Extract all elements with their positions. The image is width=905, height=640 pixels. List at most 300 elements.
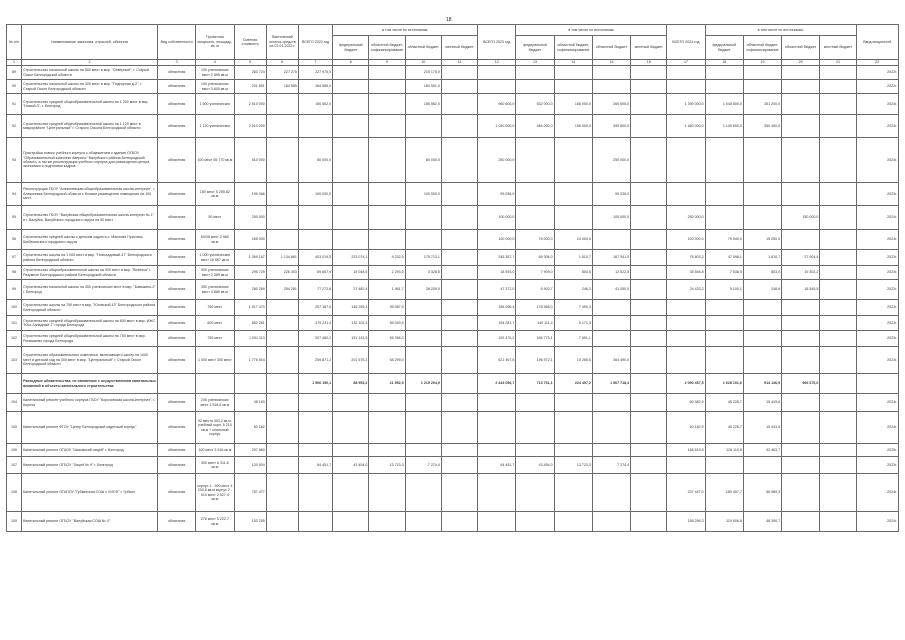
table-cell: 757 477 (234, 474, 266, 512)
col-number: 19 (743, 60, 781, 66)
table-row (7, 115, 899, 138)
table-cell: 364 490,0 (592, 347, 630, 374)
table-cell (554, 183, 592, 206)
col-number: 10 (405, 60, 441, 66)
table-cell (478, 66, 516, 80)
table-cell (592, 331, 630, 347)
table-cell (631, 94, 667, 115)
table-cell (820, 300, 856, 316)
table-cell: 149 111,4 (516, 316, 554, 331)
table-cell: областная (158, 512, 196, 532)
col-number: 7 (298, 60, 332, 66)
table-cell: 27 904,4 (782, 250, 820, 266)
table-cell: 77 272,8 (298, 280, 332, 300)
table-cell (369, 474, 405, 512)
table-cell: 1 040 000,0 (478, 115, 516, 138)
table-cell: 13 723,3 (369, 457, 405, 474)
table-cell (631, 347, 667, 374)
table-cell (405, 300, 441, 316)
table-cell (405, 394, 441, 412)
header-commission: Ввод мощностей (856, 25, 898, 60)
table-cell: 96 (7, 230, 22, 250)
table-cell: 24 433,2 (667, 280, 705, 300)
table-cell: Капитальный ремонт ОГБОУ "Валуйская СОШ № 4" (22, 512, 158, 532)
table-cell: 7 274,4 (592, 457, 630, 474)
table-cell: 280 269 (234, 280, 266, 300)
table-cell: 189 457,7 (705, 474, 743, 512)
table-cell (333, 474, 369, 512)
table-cell (333, 80, 369, 94)
header-total-2024: ВСЕГО 2024 год (667, 25, 705, 60)
table-cell (820, 347, 856, 374)
table-body (7, 66, 899, 532)
table-cell (782, 347, 820, 374)
table-row (7, 412, 899, 444)
table-cell (705, 80, 743, 94)
table-cell: 178 566,0 (516, 300, 554, 316)
table-cell: Строительство начальной школы на 350 ученических мест в мкр. "Бавыкино-2" г. Белгород (22, 280, 158, 300)
table-cell: 2 510 000 (234, 115, 266, 138)
col-number: 5 (234, 60, 266, 66)
table-cell (369, 206, 405, 230)
table-cell (705, 183, 743, 206)
table-cell: 1 628 101,6 (705, 374, 743, 394)
table-cell: 55 049,5 (369, 316, 405, 331)
table-cell (441, 457, 477, 474)
table-cell (592, 66, 630, 80)
table-cell (478, 444, 516, 457)
table-cell: 41 050,0 (592, 280, 630, 300)
table-row (7, 94, 899, 115)
table-cell (667, 66, 705, 80)
table-cell (782, 183, 820, 206)
table-cell (667, 138, 705, 183)
table-cell: 750 мест (196, 300, 234, 316)
table-cell (782, 512, 820, 532)
table-cell: 99 036,0 (592, 183, 630, 206)
table-cell: 60 382,9 (667, 394, 705, 412)
table-cell: Капитальный ремонт ОГАПОУ "Губкинская СОШ с УИОП" г. Губкин (22, 474, 158, 512)
table-cell: 150 000,0 (782, 206, 820, 230)
table-cell: 254 261 (266, 280, 298, 300)
table-cell: областная (158, 316, 196, 331)
table-cell (516, 394, 554, 412)
table-cell: Строительство средней школы с детским садом в с. Маслова Пристань Шебекинского городского округа (22, 230, 158, 250)
table-cell (298, 230, 332, 250)
table-cell (667, 331, 705, 347)
table-cell: 1 219 204,9 (405, 374, 441, 394)
table-cell: 12 022,5 (592, 266, 630, 280)
table-cell: 1 567 718,4 (592, 374, 630, 394)
table-cell (743, 138, 781, 183)
table-cell: 154 281,7 (478, 316, 516, 331)
table-cell (266, 412, 298, 444)
table-cell (441, 250, 477, 266)
col-number: 18 (705, 60, 743, 66)
table-cell: 246,3 (554, 280, 592, 300)
table-cell (631, 512, 667, 532)
table-cell (441, 394, 477, 412)
table-cell (554, 394, 592, 412)
table-cell: 2023г. (856, 250, 898, 266)
table-row (7, 250, 899, 266)
table-cell: 2023г. (856, 300, 898, 316)
table-cell: 2 443 056,7 (478, 374, 516, 394)
table-cell (333, 412, 369, 444)
header-capacity: Проектная мощность, площадь, кв. м (196, 25, 234, 60)
table-cell: 403 019,5 (298, 250, 332, 266)
table-cell (554, 444, 592, 457)
table-cell: 45 228,7 (705, 394, 743, 412)
table-cell: 101 (7, 316, 22, 331)
table-cell: 15 443,6 (743, 412, 781, 444)
table-cell: 104 (7, 394, 22, 412)
table-cell: Строительство средней общеобразовательной школы на 1 120 мест в микрорайоне "Центральный" г. Старого Оскола Белгородской области (22, 115, 158, 138)
table-cell: Строительство средней общеобразовательной школы на 750 мест в мкр. Ромашково города Белгорода (22, 331, 158, 347)
table-cell (631, 280, 667, 300)
table-row (7, 80, 899, 94)
table-cell: 201 551 (234, 80, 266, 94)
table-cell: 92 места 403,2 кв.м, учебный корп. 6 210 кв.м + спальный корпус (196, 412, 234, 444)
table-cell: 56 398,3 (369, 331, 405, 347)
table-row (7, 394, 899, 412)
table-cell (592, 444, 630, 457)
table-cell: 79 040,0 (705, 230, 743, 250)
col-number: 15 (592, 60, 630, 66)
table-cell: 156 562,0 (298, 94, 332, 115)
table-cell: 621 467,6 (478, 347, 516, 374)
table-row (7, 444, 899, 457)
table-cell (441, 347, 477, 374)
table-cell (333, 444, 369, 457)
table-cell (631, 457, 667, 474)
table-cell: корпус 1 - 900 мест 4 200,8 кв.м корпус 2 - 410 мест 2 527,4 кв.м (196, 474, 234, 512)
col-number: 6 (266, 60, 298, 66)
table-cell: Капитальный ремонт ОГАОУ "Шаховский лицей" г. Белгород (22, 444, 158, 457)
table-row (7, 230, 899, 250)
table-cell: 227 975,0 (298, 66, 332, 80)
table-cell: 150 мест 5 255,82 кв.м (196, 183, 234, 206)
table-cell: 297 860 (234, 444, 266, 457)
table-row (7, 347, 899, 374)
table-cell (782, 94, 820, 115)
table-cell: 106 (7, 444, 22, 457)
table-cell: областная (158, 300, 196, 316)
table-cell (667, 80, 705, 94)
table-cell: 2023г. (856, 457, 898, 474)
table-cell (333, 230, 369, 250)
table-row (7, 280, 899, 300)
table-cell: 1 510,7 (554, 250, 592, 266)
table-cell: областная (158, 347, 196, 374)
table-cell: 350 ученических мест 3 889 кв.м (196, 280, 234, 300)
budget-table (6, 24, 899, 532)
table-cell: 38 209,0 (405, 280, 441, 300)
table-cell: 107 (7, 457, 22, 474)
table-cell (631, 300, 667, 316)
table-row (7, 374, 899, 394)
table-cell: 250 000,0 (478, 138, 516, 183)
table-cell (298, 394, 332, 412)
header-num: № п/п (7, 25, 22, 60)
table-cell (266, 206, 298, 230)
table-cell (782, 316, 820, 331)
table-cell (743, 183, 781, 206)
table-cell (516, 444, 554, 457)
table-cell: 9 232,5 (369, 250, 405, 266)
table-cell: 246 ученических мест 1 518,5 кв.м (196, 394, 234, 412)
table-cell: Пристройка нового учебного корпуса с общежитием к зданию ОГБОУ "Образовательный комплекс Аверино" Валуйского района Белгородской области, а так же реконструкция учебного корпуса для размещения центра экономики и подготовки кадров (22, 138, 158, 183)
table-cell: 600 мест (196, 316, 234, 331)
table-cell (705, 457, 743, 474)
table-cell: 24 000,0 (554, 230, 592, 250)
table-cell (158, 374, 196, 394)
table-cell (405, 347, 441, 374)
table-cell: областная (158, 444, 196, 457)
table-cell: 100 000,0 (667, 230, 705, 250)
table-cell: Строительство школы на 1 000 мест в мкр. "Новосадовый-47" Белгородского района Белгородской области (22, 250, 158, 266)
table-cell: областная (158, 280, 196, 300)
table-cell: 60/36 мест 2 960 кв.м (196, 230, 234, 250)
table-cell (631, 331, 667, 347)
table-cell: областная (158, 266, 196, 280)
table-cell (782, 115, 820, 138)
table-cell (7, 374, 22, 394)
table-cell: 56 989,3 (743, 474, 781, 512)
table-cell (820, 394, 856, 412)
table-cell: 186 096,4 (478, 300, 516, 316)
table-cell (441, 512, 477, 532)
table-cell: областная (158, 94, 196, 115)
table-cell (820, 80, 856, 94)
table-cell: 184 585 (266, 80, 298, 94)
table-cell: 99 (7, 280, 22, 300)
table-cell: 100 000,0 (592, 206, 630, 230)
table-cell (441, 331, 477, 347)
table-cell: 300 мест 6 311,8 кв.м (196, 457, 234, 474)
header-sources-2022: в том числе по источникам: (333, 25, 478, 36)
table-cell: 2025г. (856, 444, 898, 457)
table-cell: областная (158, 457, 196, 474)
table-cell (631, 80, 667, 94)
table-cell: 2024г. (856, 394, 898, 412)
table-cell (782, 300, 820, 316)
table-cell (592, 80, 630, 94)
table-cell (743, 66, 781, 80)
table-row (7, 266, 899, 280)
table-cell (705, 347, 743, 374)
col-number: 16 (631, 60, 667, 66)
table-cell (405, 444, 441, 457)
table-cell (298, 444, 332, 457)
table-cell: Капитальный ремонт учебного корпуса ГБОУ "Корочанская школа-интернат", г. Короча (22, 394, 158, 412)
table-row (7, 206, 899, 230)
table-cell: 2024г. (856, 230, 898, 250)
table-cell: 100 (7, 300, 22, 316)
table-cell (631, 183, 667, 206)
table-cell: 2022г. (856, 66, 898, 80)
table-cell (705, 331, 743, 347)
table-cell (782, 138, 820, 183)
header-regional-cofin: областной бюджет, софинансирование (369, 36, 405, 60)
table-row (7, 331, 899, 347)
table-cell: 7 691,1 (554, 331, 592, 347)
table-cell (369, 183, 405, 206)
table-cell: 510 000 (234, 138, 266, 183)
table-cell: Строительство образовательного комплекса, включающего школу на 1000 мест и детский сад на 300 мест в мкр. "Центральный" г. Старый Оскол Белгородской области (22, 347, 158, 374)
table-cell: 484 000,0 (516, 115, 554, 138)
table-cell: 199 066 (234, 183, 266, 206)
table-cell (369, 412, 405, 444)
table-row (7, 300, 899, 316)
header-total-2023: ВСЕГО 2023 год (478, 25, 516, 60)
table-cell: 153 255 (234, 512, 266, 532)
table-cell: областная (158, 412, 196, 444)
table-cell (516, 512, 554, 532)
table-cell (405, 115, 441, 138)
table-row (7, 474, 899, 512)
table-cell (554, 138, 592, 183)
table-cell: Капитальный ремонт ОГБОУ "Лицей № 9" г. Белгород (22, 457, 158, 474)
table-cell (298, 474, 332, 512)
table-cell (743, 347, 781, 374)
header-regional: областной бюджет (782, 36, 820, 60)
table-cell (820, 183, 856, 206)
table-cell: областная (158, 331, 196, 347)
table-cell: 966 676,0 (782, 374, 820, 394)
table-cell: 132 102,3 (333, 316, 369, 331)
table-cell: 7 909,0 (516, 266, 554, 280)
table-cell (820, 331, 856, 347)
table-cell: 80 000,0 (298, 138, 332, 183)
table-cell: 246,6 (743, 280, 781, 300)
table-cell (782, 412, 820, 444)
table-cell: 168 000,0 (554, 94, 592, 115)
header-actual: Фактический остаток средств на 01.01.2022 г. (266, 25, 298, 60)
table-cell (266, 316, 298, 331)
table-cell (592, 394, 630, 412)
table-cell: 750 мест (196, 331, 234, 347)
table-cell: 192 470,2 (478, 331, 516, 347)
table-cell (441, 374, 477, 394)
table-cell (554, 80, 592, 94)
table-cell (667, 457, 705, 474)
table-cell (820, 206, 856, 230)
table-cell: 350 400,0 (743, 115, 781, 138)
table-cell (820, 512, 856, 532)
table-cell: Строительство средней общеобразовательной школы на 1 200 мест в мкр "Новый-3", г. Белгород (22, 94, 158, 115)
table-cell: 5 171,3 (554, 316, 592, 331)
table-cell: Строительство начальной школы на 500 мест в мкр. "Северный", г. Старый Оскол Белгородской области (22, 66, 158, 80)
table-cell: 93 (7, 138, 22, 183)
table-cell (266, 512, 298, 532)
table-cell (478, 474, 516, 512)
table-cell: 2024г. (856, 138, 898, 183)
table-cell (266, 230, 298, 250)
table-cell: 250 000,0 (667, 206, 705, 230)
table-cell (369, 138, 405, 183)
table-cell (820, 474, 856, 512)
table-cell: 223 074,1 (333, 250, 369, 266)
table-cell: 1 109 600,0 (705, 115, 743, 138)
table-cell: 146 259,3 (333, 300, 369, 316)
table-cell: 48 183 (234, 394, 266, 412)
table-cell (298, 115, 332, 138)
table-cell (782, 230, 820, 250)
table-cell: 852 261 (234, 316, 266, 331)
table-cell: 50 мест (196, 206, 234, 230)
table-cell (441, 230, 477, 250)
table-cell (478, 512, 516, 532)
table-cell (631, 138, 667, 183)
table-cell: 5 902,7 (516, 280, 554, 300)
header-local: местный бюджет (441, 36, 477, 60)
table-cell: 42 463,7 (743, 444, 781, 457)
table-cell: 100 мест 55 770 кв.м (196, 138, 234, 183)
table-cell (631, 444, 667, 457)
table-cell: Строительство школы на 750 мест в мкр. "Юговской-13" Белгородского района Белгородской области (22, 300, 158, 316)
header-federal: федеральный бюджет (516, 36, 554, 60)
table-cell: 250 000 (234, 206, 266, 230)
table-cell (369, 512, 405, 532)
table-cell (478, 394, 516, 412)
table-cell: 7 274,4 (405, 457, 441, 474)
table-cell: 47 098,1 (705, 250, 743, 266)
table-cell: 2024г. (856, 512, 898, 532)
table-cell (592, 316, 630, 331)
table-cell: 43 454,0 (516, 457, 554, 474)
table-cell (592, 300, 630, 316)
table-cell: 184 585,0 (298, 80, 332, 94)
table-cell: 179 231,4 (298, 316, 332, 331)
table-cell: 2022г. (856, 80, 898, 94)
table-cell (441, 316, 477, 331)
table-cell (333, 115, 369, 138)
col-number: 4 (196, 60, 234, 66)
table-cell: 35 546,8 (667, 266, 705, 280)
table-cell: 88 953,2 (333, 374, 369, 394)
table-cell (820, 138, 856, 183)
table-cell (743, 316, 781, 331)
table-cell: 250 000,0 (592, 138, 630, 183)
table-cell (631, 394, 667, 412)
table-cell (667, 183, 705, 206)
table-cell: 108 (7, 474, 22, 512)
table-cell (820, 374, 856, 394)
table-cell: 960 605,0 (478, 94, 516, 115)
table-cell: 207 482,2 (298, 331, 332, 347)
table-cell: Строительство общеобразовательной школы на 300 мест в мкр. "Везёлка" г. Разумное Белгородского района Белгородской области (22, 266, 158, 280)
table-cell: 60 182 (234, 412, 266, 444)
table-cell (298, 206, 332, 230)
table-cell (196, 374, 234, 394)
table-cell (516, 66, 554, 80)
table-cell (478, 412, 516, 444)
table-row (7, 316, 899, 331)
table-cell: областная (158, 394, 196, 412)
table-cell: 100 000,0 (478, 230, 516, 250)
table-cell (266, 300, 298, 316)
col-number: 20 (782, 60, 820, 66)
table-cell (441, 280, 477, 300)
page-number: 18 (446, 17, 452, 23)
table-cell: 60 182,9 (667, 412, 705, 444)
table-cell: 263 724 (234, 66, 266, 80)
table-cell: 300 ученических мест 2 389 кв.м (196, 266, 234, 280)
table-cell: Строительство средней общеобразовательной школы на 600 мест в мкр. ИЖС "Юго-Западный 1" города Белгорода (22, 316, 158, 331)
table-cell (441, 138, 477, 183)
table-cell (441, 412, 477, 444)
